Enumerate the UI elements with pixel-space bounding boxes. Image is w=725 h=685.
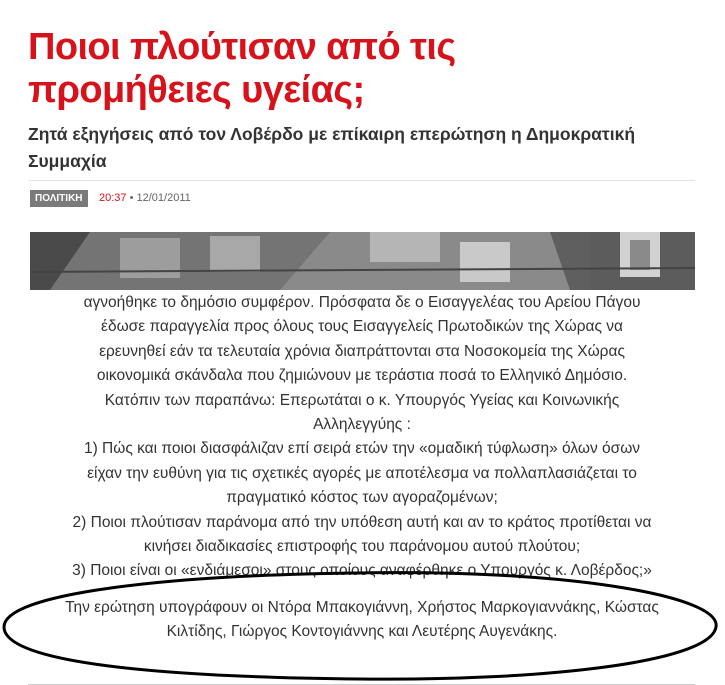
category-badge[interactable]: ΠΟΛΙΤΙΚΗ [30,190,88,207]
body-line: Αλληλεγγύης : [313,416,411,434]
body-line: οικονομικά σκάνδαλα που ζημιώνουν με τεράστια ποσά το Ελληνικό Δημόσιο. [96,367,628,385]
body-line: πραγματικό κόστος των αγοραζομένων; [226,489,498,507]
signers-line: Την ερώτηση υπογράφουν οι Ντόρα Μπακογιάννη, Χρήστος Μαρκογιαννάκης, Κώστας [65,598,659,616]
article-date: 12/01/2011 [136,192,191,204]
body-line: κινήσει διαδικασίες επιστροφής του παράνομου αυτού πλούτου; [143,538,581,556]
body-line: 3) Ποιοι είναι οι «ενδιάμεσοι» στους οποίους αναφέρθηκε ο Υπουργός κ. Λοβέρδος;» [72,562,652,580]
body-line: 2) Ποιοι πλούτισαν παράνομα από την υπόθεση αυτή και αν το κράτος προτίθεται να [72,513,652,531]
body-line: είχαν την ευθύνη για τις σχετικές αγορές με αποτέλεσμα να πολλαπλασιάζεται το [87,464,637,482]
article-title: Ποιοι πλούτισαν από τις προμήθειες υγείας; [28,26,456,111]
body-line: αγνοήθηκε το δημόσιο συμφέρον. Πρόσφατα δε ο Εισαγγελέας του Αρείου Πάγου [83,294,641,311]
article-time: 20:37 [99,192,127,204]
meta-separator: • [129,192,134,204]
building-photo [30,232,695,290]
signers-line: Κιλτίδης, Γιώργος Κοντογιάννης και Λευτέρης Αυγενάκης. [166,623,558,641]
article-body [22,291,702,645]
paragraph-gap [22,584,702,596]
body-line: Κατόπιν των παραπάνω: Επερωτάται ο κ. Υπουργός Υγείας και Κοινωνικής [104,391,620,409]
body-line: ερευνηθεί εάν τα τελευταία χρόνια διαπράττονται στα Νοσοκομεία της Χώρας [99,342,625,360]
divider [28,180,695,181]
body-line: 1) Πώς και ποιοι διασφάλιζαν επί σειρά ετών την «ομαδική τύφλωση» όλων όσων [83,440,641,458]
article-meta [99,192,191,204]
article-subtitle: Ζητά εξηγήσεις από τον Λοβέρδο με επίκαιρη επερώτηση η Δημοκρατική Συμμαχία [28,124,636,171]
article-photo [30,232,695,290]
body-line: έδωσε παραγγελία προς όλους τους Εισαγγελείς Πρωτοδικών της Χώρας να [101,318,623,336]
